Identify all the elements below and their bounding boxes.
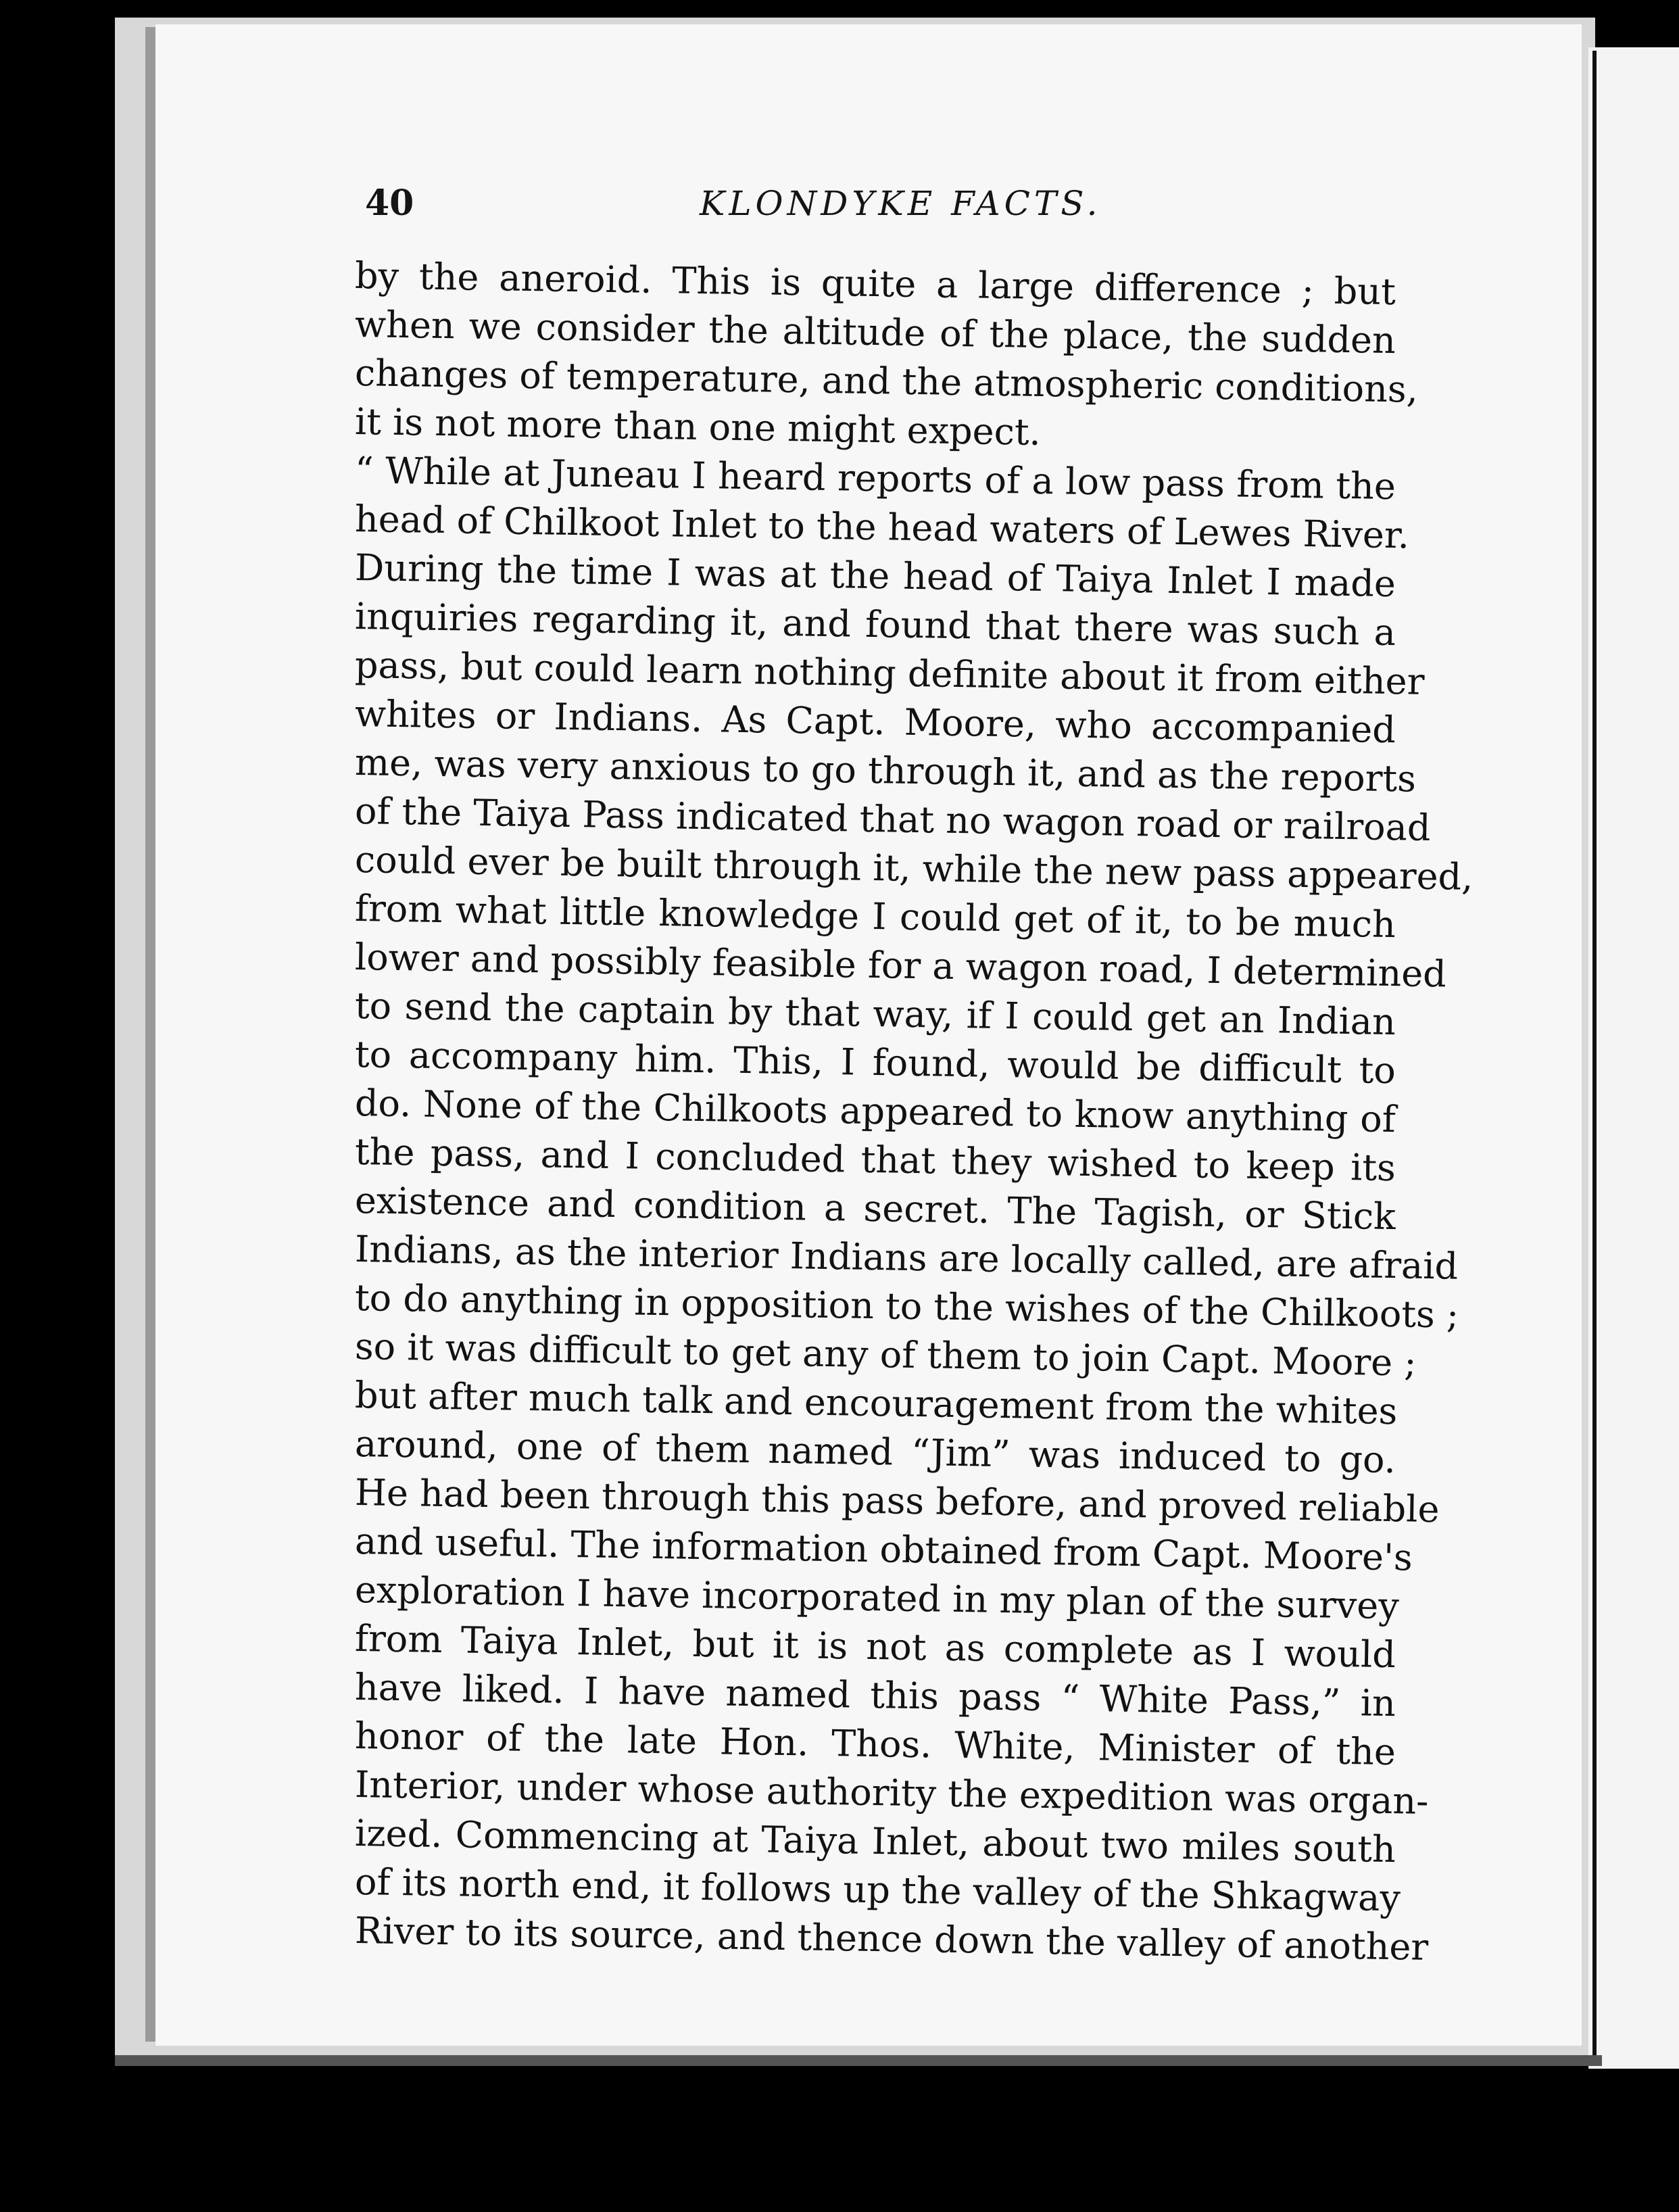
text-line: from what little knowledge I could get of it, to be much [354,887,1396,946]
text-line: of the Taiya Pass indicated that no wagon road or railroad [354,790,1431,849]
text-line: ized. Commencing at Taiya Inlet, about two miles south [354,1812,1396,1871]
text-line: head of Chilkoot Inlet to the head waters of Lewes River. [354,498,1410,557]
text-line: from Taiya Inlet, but it is not as complete as I would [354,1617,1396,1677]
text-line: During the time I was at the head of Taiya Inlet I made [354,546,1396,606]
text-line: pass, but could learn nothing definite about it from either [354,644,1425,703]
facing-page [1588,47,1679,2069]
page-shadow [115,2055,1602,2066]
text-line: could ever be built through it, while the new pass appeared, [354,838,1474,898]
text-line: have liked. I have named this pass “ White Pass,” in [354,1666,1396,1725]
body-text [354,251,1474,1969]
text-line: Indians, as the interior Indians are locally called, are afraid [354,1228,1459,1288]
text-line: of its north end, it follows up the valley of the Shkagway [354,1860,1401,1920]
text-line: River to its source, and thence down the valley of another [354,1909,1429,1969]
text-line: inquiries regarding it, and found that there was such a [354,595,1396,654]
text-line: but after much talk and encouragement from the whites [354,1374,1398,1433]
text-line: exploration I have incorporated in my plan of the survey [354,1568,1400,1628]
text-line: to do anything in opposition to the wishes of the Chilkoots ; [354,1276,1459,1337]
text-line: honor of the late Hon. Thos. White, Minister of the [354,1714,1396,1774]
text-line: whites or Indians. As Capt. Moore, who accompanied [354,692,1396,752]
running-head: KLONDYKE FACTS. [700,184,1102,223]
text-line: to accompany him. This, I found, would be difficult to [354,1033,1396,1092]
text-line: around, one of them named “Jim” was induced to go. [354,1422,1396,1482]
text-line: and useful. The information obtained from Capt. Moore's [354,1520,1413,1579]
text-line: so it was difficult to get any of them to join Capt. Moore ; [354,1325,1417,1385]
page-header [365,183,1419,230]
text-line: He had been through this pass before, and proved reliable [354,1471,1440,1531]
text-line: lower and possibly feasible for a wagon road, I determined [354,936,1447,996]
page-number: 40 [365,183,414,224]
text-line: to send the captain by that way, if I could get an Indian [354,984,1396,1044]
text-line: “ While at Juneau I heard reports of a low pass from the [354,449,1396,508]
text-line: by the aneroid. This is quite a large difference ; but [354,254,1396,314]
text-line: Interior, under whose authority the expedition was organ- [354,1763,1429,1823]
text-line: existence and condition a secret. The Tagish, or Stick [354,1179,1396,1239]
text-line: do. None of the Chilkoots appeared to know anything of [354,1082,1396,1141]
text-line: when we consider the altitude of the place, the sudden [354,303,1396,362]
text-line: changes of temperature, and the atmospheric conditions, [354,352,1419,411]
text-line: me, was very anxious to go through it, and as the reports [354,741,1417,800]
binding-rule [1592,51,1597,2065]
text-line: it is not more than one might expect. [354,400,1042,454]
text-line: the pass, and I concluded that they wished to keep its [354,1130,1396,1190]
